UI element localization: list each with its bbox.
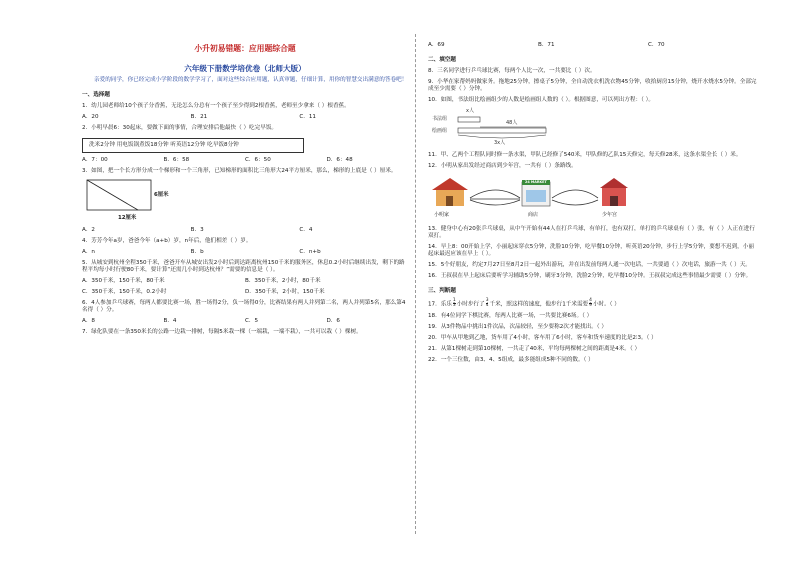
- question-7-options: [428, 42, 758, 49]
- option: D．6：48: [326, 157, 353, 164]
- question-18: 18．有4位同学下棋比赛，每两人比赛一场，一共要比赛6场。（ ）: [428, 312, 593, 319]
- option: A．2: [82, 227, 95, 234]
- option: D．350千米，2小时，150千米: [245, 289, 325, 295]
- page-title: 小升初易错题：应用题综合题: [194, 44, 296, 53]
- market-sign: 24 MARKET: [525, 179, 547, 184]
- option: B．3: [190, 227, 204, 234]
- segment-label-top: x人: [466, 107, 474, 114]
- section-judge-heading: 三、判断题: [428, 287, 456, 294]
- question-6: 6．4人参加乒乓球赛，每两人都要比赛一场，胜一场得2分，负一场得0分，比赛结果有两人并列第二名，两人并列第5名，那么第4名得（ ）分。: [82, 299, 406, 313]
- fraction-denominator: 4: [485, 303, 489, 309]
- question-4: 4．芳芳今年a岁，爸爸今年（a+b）岁，n年后，他们相差（ ）岁。: [82, 238, 252, 245]
- question-3-options: [82, 227, 408, 234]
- question-10: 10．如图，书法组比绘画组少的人数是绘画组人数的（ ）。根据图意，可以列出方程：（ ）。: [428, 96, 655, 103]
- question-12: 12．小明从家出发经过商店到少年宫，一共有（ ）条路线。: [428, 162, 577, 169]
- option: A．20: [82, 114, 99, 121]
- option: B．b: [190, 249, 204, 256]
- question-5-options-cd: [82, 289, 408, 296]
- segment-row-label-2: 绘画组: [432, 127, 448, 134]
- question-4-options: [82, 249, 408, 256]
- question-2-task-box: 洗米2分钟 用电饭锅煮饭18分钟 听英语12分钟 吃早饭8分钟: [82, 138, 304, 153]
- rectangle-diagram: [86, 179, 156, 213]
- option: A．69: [428, 42, 445, 48]
- option: A．7：00: [82, 157, 108, 164]
- fraction-numerator: 3: [485, 297, 489, 303]
- q17-part-d: 小时。（ ）: [592, 301, 620, 308]
- option: C．11: [299, 114, 316, 121]
- question-16: 16．王叔叔在早上起床后要听学习辅助5分钟，刷牙3分钟，洗脸2分钟，吃早餐10分钟。王叔叔完成这些事情最少需要（ ）分钟。: [428, 272, 752, 279]
- option: B．21: [190, 114, 208, 121]
- q17-part-b: 小时步行了: [456, 301, 485, 308]
- section-choice-heading: 一、选择题: [82, 92, 110, 99]
- route-shop-label: 商店: [528, 211, 539, 218]
- question-13: 13．健身中心有20张乒乓球桌，从中午开始有44人在打乒乓球，有单打，也有双打，单打的乒乓球桌有（ ）张，有（ ）人正在进行双打。: [428, 225, 755, 239]
- option: C．6：50: [245, 157, 271, 164]
- question-14: 14．早上8：00开始上学，小丽起床穿衣5分钟，洗脸10分钟，吃早餐10分钟，听英语20分钟，步行上学5分钟，要想不迟到，小丽起床最迟应该在早上（ ）。: [428, 243, 754, 257]
- question-1-options: [82, 114, 408, 121]
- figure-width-label: 12厘米: [118, 215, 137, 222]
- question-17: [428, 299, 758, 309]
- page-subtitle: 六年级下册数学培优卷（北师大版）: [184, 63, 306, 73]
- option: A．n: [82, 249, 95, 256]
- fraction-numerator: 1: [452, 297, 456, 303]
- question-19: 19．从3件物品中挑出1件次品，次品较轻，至少要称2次才能找出。（ ）: [428, 323, 607, 330]
- option: C．4: [299, 227, 313, 234]
- option: A．8: [82, 317, 95, 324]
- question-20: 20．甲车从甲地到乙地，货车用了4小时，客车用了6小时，客车和货车速度的比是2∶3。（ ）: [428, 334, 657, 341]
- option: D．6: [326, 317, 340, 324]
- segment-lines: [432, 108, 552, 148]
- question-9: 9．小华在家帮妈妈做家务。拖地25分钟，擦桌子5分钟，全自动洗衣机洗衣物45分钟，收拾厨房15分钟，烧开水烧水5分钟。全部完成至少需要（ ）分钟。: [428, 78, 757, 92]
- intro-text: 亲爱的同学，你已经完成小学阶段的数学学习了，面对这些综合应用题，认真审题，仔细计算，用你的智慧交出满意的答卷吧！: [94, 77, 408, 84]
- question-15: 15．5个好朋友，约定7月27日至8月2日一起外出游玩，并在出发前每两人通一次电话，一共要通（ ）次电话，旅游一共（ ）天。: [428, 261, 751, 268]
- q17-part-c: 千米，照这样的速度，他步行1千米需要: [489, 301, 589, 308]
- option: B．4: [163, 317, 177, 324]
- question-10-segment-diagram: [432, 108, 552, 148]
- question-5-options-ab: [82, 278, 408, 285]
- question-2-options: [82, 157, 408, 164]
- option: C．350千米，150千米，0.2小时: [82, 289, 167, 295]
- route-palace-label: 少年宫: [602, 211, 618, 218]
- question-1: 1．幼儿园老师给10个孩子分香蕉，无论怎么分总有一个孩子至少得到2根香蕉，老师至少拿来（ ）根香蕉。: [82, 103, 350, 110]
- question-3-figure: [86, 179, 236, 223]
- figure-height-label: 6厘米: [154, 192, 169, 199]
- option: B．350千米，2小时，80千米: [245, 278, 321, 285]
- fraction-denominator: 3: [452, 303, 456, 309]
- fraction-numerator: 4: [589, 297, 592, 303]
- option: A．350千米，150千米，80千米: [82, 278, 165, 285]
- option: B．71: [538, 42, 555, 48]
- segment-label-mid: 48人: [506, 119, 518, 126]
- segment-row-label-1: 书法组: [432, 115, 448, 122]
- option: C．n+b: [299, 249, 321, 256]
- question-21: 21．从第1棵树走到第10棵树，一共走了40米，平均每两棵树之间的距离是4米。（ ）: [428, 345, 641, 352]
- question-12-route-figure: [428, 174, 638, 222]
- segment-label-bottom: 3x人: [494, 139, 506, 146]
- fraction: [589, 299, 592, 309]
- question-5: 5．从城安到杭州全程350千米，爸爸开车从城安出发2小时后到达距离杭州150千米的服务区，休息0.2小时后继续出发，剩下的路程平均每小时行驶80千米，要计算“还需几小时到达杭州？”需要的信息是（ ）。: [82, 260, 405, 274]
- column-divider: [415, 34, 416, 534]
- option: C．5: [245, 317, 259, 324]
- question-7: 7．绿化队要在一条350米长的公路一边栽一排树，每隔5米栽一棵（一端栽，一端不栽），一共可以栽（ ）棵树。: [82, 328, 362, 335]
- q17-part-a: 17．乐乐: [428, 301, 452, 308]
- section-fill-heading: 二、填空题: [428, 56, 456, 63]
- question-6-options: [82, 318, 408, 325]
- question-22: 22．一个三位数，由3、4、5组成，最多能组成5种不同的数。（ ）: [428, 356, 594, 363]
- route-home-label: 小明家: [434, 211, 450, 218]
- fraction-denominator: 9: [589, 303, 592, 309]
- left-column: [82, 38, 408, 336]
- option: B．6：58: [163, 157, 190, 164]
- right-column: [428, 38, 758, 364]
- question-2: 2．小明早晨6：30起床，要做下面的事情，合理安排后他最快（ ）吃完早饭。: [82, 125, 278, 132]
- question-3: 3．如图，把一个长方形分成一个梯形和一个三角形，已知梯形的面积比三角形大24平方厘米，那么，梯形的上底是（ ）厘米。: [82, 168, 397, 175]
- question-11: 11．甲、乙两个工程队同时修一条水渠，甲队已经修了540米，甲队修的乙队15天修完，每天修28米，这条水渠全长（ ）米。: [428, 151, 742, 158]
- option: C．70: [648, 42, 665, 48]
- fraction: [453, 299, 456, 309]
- question-8: 8．三名同学进行乒乓球比赛，每两个人比一次，一共要比（ ）次。: [428, 67, 596, 74]
